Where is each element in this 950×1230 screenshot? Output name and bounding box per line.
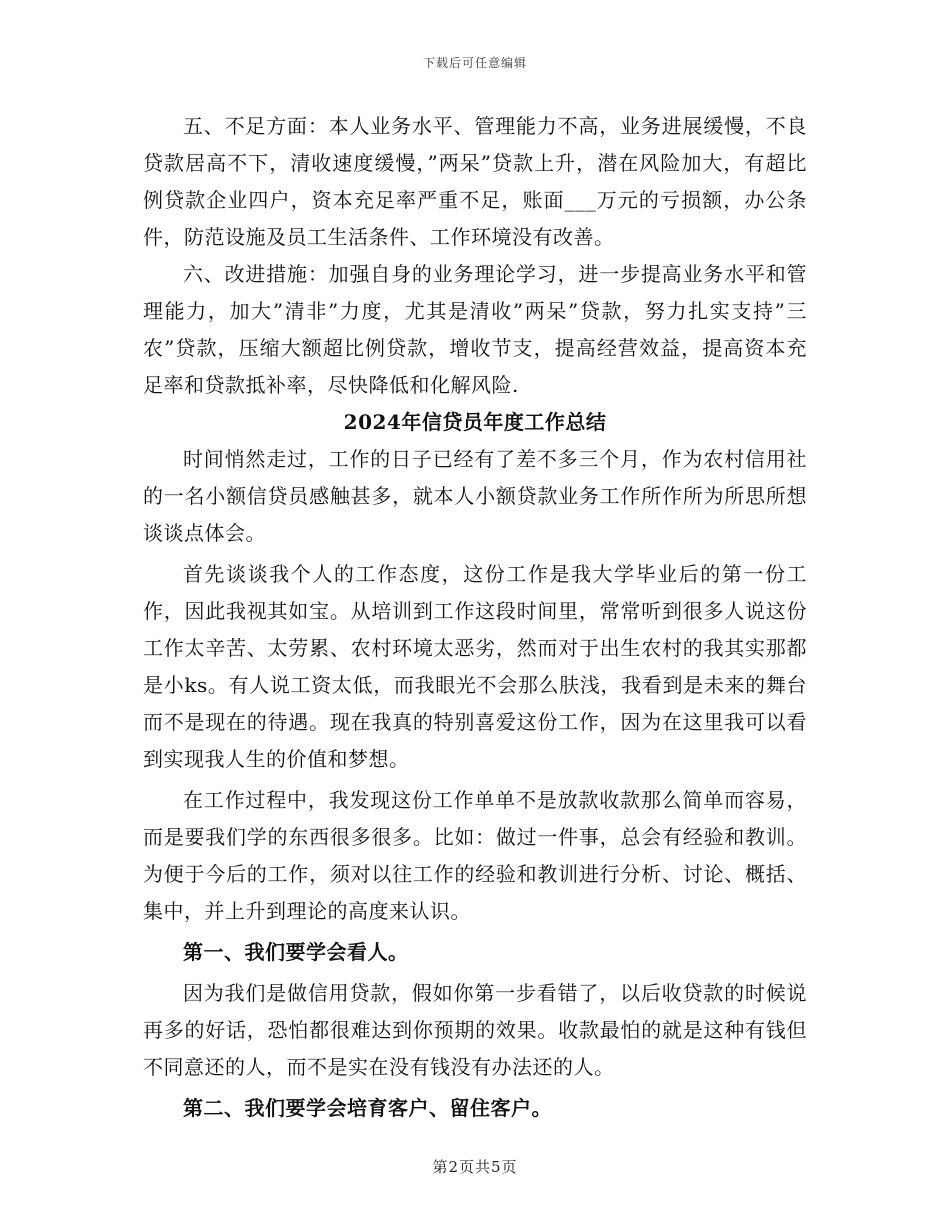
heading-first-point: 第一、我们要学会看人。 <box>183 940 409 964</box>
paragraph-first-point: 因为我们是做信用贷款，假如你第一步看错了，以后收贷款的时候说再多的好话，恐怕都很难达到你预期的效果。收款最怕的就是这种有钱但不同意还的人，而不是实在没有钱没有办法还的人。 <box>143 981 807 1079</box>
paragraph-work-attitude: 首先谈谈我个人的工作态度，这份工作是我大学毕业后的第一份工作，因此我视其如宝。从培训到工作这段时间里，常常听到很多人说这份工作太辛苦、太劳累、农村环境太恶劣，然而对于出生农村的我其实那都是小ks。有人说工资太低，而我眼光不会那么肤浅，我看到是未来的舞台而不是现在的待遇。现在我真的特别喜爱这份工作，因为在这里我可以看到实现我人生的价值和梦想。 <box>143 562 807 771</box>
heading-second-point: 第二、我们要学会培育客户、留住客户。 <box>183 1096 552 1120</box>
paragraph-intro: 时间悄然走过，工作的日子已经有了差不多三个月，作为农村信用社的一名小额信贷员感触甚多，就本人小额贷款业务工作所作所为所思所想谈谈点体会。 <box>143 447 807 545</box>
document-title: 2024年信贷员年度工作总结 <box>343 410 607 434</box>
paragraph-work-process: 在工作过程中，我发现这份工作单单不是放款收款那么简单而容易，而是要我们学的东西很多很多。比如：做过一件事，总会有经验和教训。为便于今后的工作，须对以往工作的经验和教训进行分析、讨论、概括、集中，并上升到理论的高度来认识。 <box>143 788 807 923</box>
document-body <box>143 108 807 1131</box>
paragraph-improvement-measures: 六、改进措施：加强自身的业务理论学习，进一步提高业务水平和管理能力，加大”清非”力度，尤其是清收”两呆”贷款，努力扎实支持”三农”贷款，压缩大额超比例贷款，增收节支，提高经营效益，提高资本充足率和贷款抵补率，尽快降低和化解风险. <box>143 262 807 397</box>
header-note: 下载后可任意编辑 <box>422 56 527 70</box>
paragraph-shortcomings: 五、不足方面：本人业务水平、管理能力不高，业务进展缓慢，不良贷款居高不下，清收速度缓慢，”两呆”贷款上升，潜在风险加大，有超比例贷款企业四户，资本充足率严重不足，账面___万元的亏损额，办公条件，防范设施及员工生活条件、工作环境没有改善。 <box>143 114 807 249</box>
page-number: 第2页共5页 <box>432 1158 518 1176</box>
